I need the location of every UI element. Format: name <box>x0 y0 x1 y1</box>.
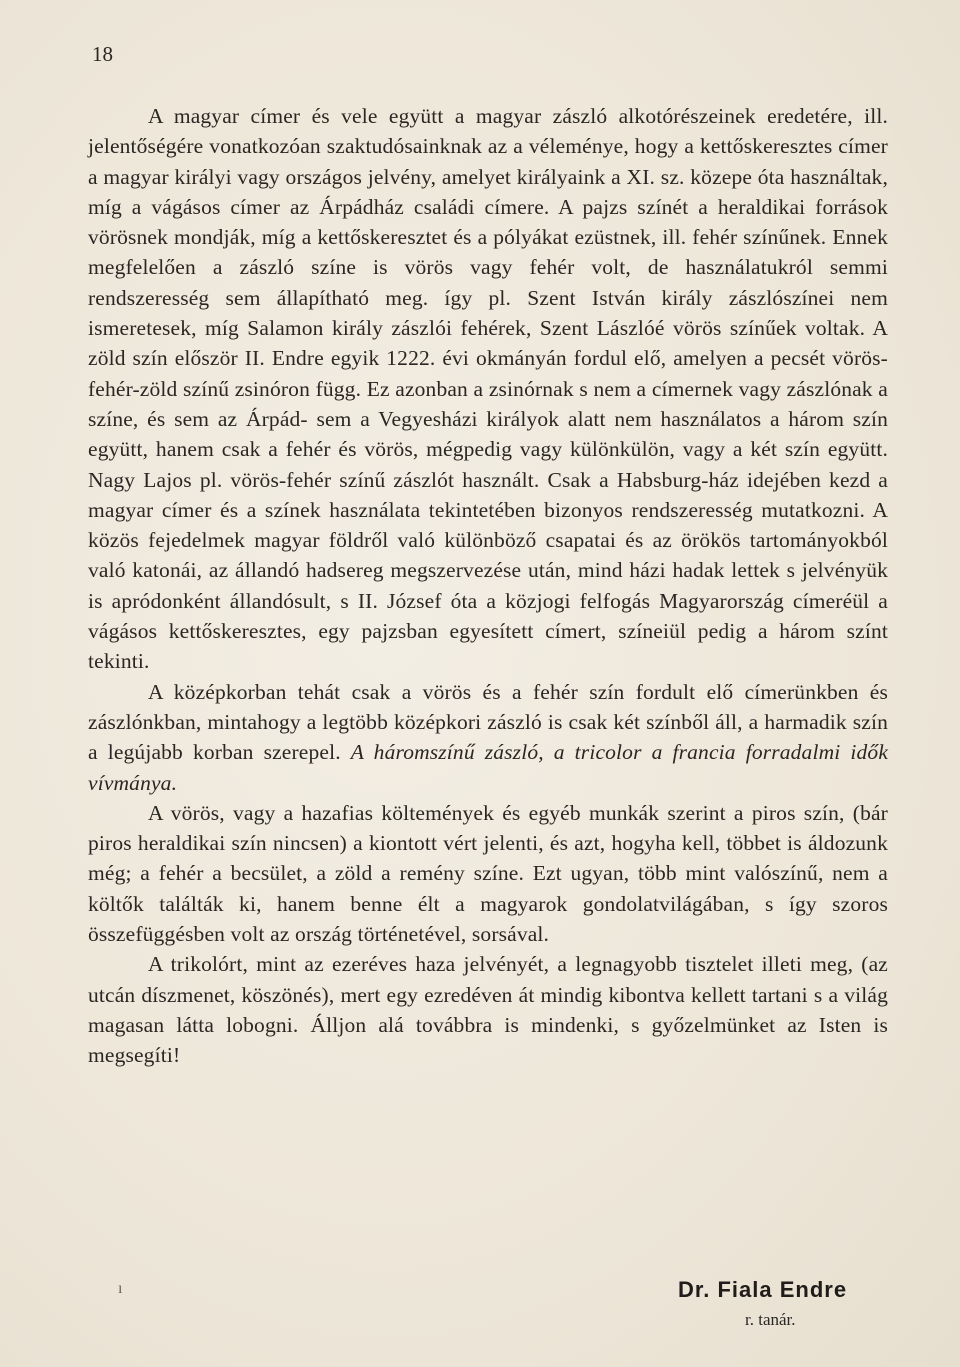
italic-sentence: A háromszínű zászló, a tricolor a francia forradalmi idők vívmánya. <box>88 740 889 795</box>
page-number: 18 <box>92 42 113 66</box>
paragraph: A vörös, vagy a hazafias költemények és egyéb munkák szerint a piros szín, (bár piros heraldikai szín nincsen) a kiontott vért jelenti, és azt, hogyha kell, többet is áldozunk még; a fehér a becsület, a zöld a remény színe. Ezt ugyan, több mint valószínű, nem a költők találták ki, hanem benne élt a magyarok gondolatvilágában, s így szoros összefüggésben volt az ország történetével, sorsával. <box>88 800 888 947</box>
author-title: r. tanár. <box>745 1310 796 1329</box>
paragraph <box>88 677 888 798</box>
paragraph-text: A középkorban tehát csak a vörös és a fehér szín fordult elő címerünkben és zászlónkban, mintahogy a legtöbb középkori zászló is csak két színből áll, a harmadik szín a legújabb korban szerepel. <box>88 679 888 765</box>
pencil-mark: ı <box>118 1280 123 1297</box>
article-body <box>88 101 888 1071</box>
paragraph: A magyar címer és vele együtt a magyar zászló alkotórészeinek eredetére, ill. jelentőségére vonatkozóan szaktudósainknak az a véleménye, hogy a kettőskeresztes címer a magyar királyi vagy országos jelvény, amelyet királyaink a XI. sz. közepe óta használtak, míg a vágásos címer az Árpádház családi címere. A pajzs színét a heraldikai források vörösnek mondják, míg a kettőskeresztet és a pólyákat ezüstnek, ill. fehér színűnek. Ennek megfelelően a zászló színe is vörös vagy fehér volt, de használatukról semmi rendszeresség sem állapítható meg. így pl. Szent István király zászlószínei nem ismeretesek, míg Salamon király zászlói fehérek, Szent Lászlóé vörös színűek voltak. A zöld szín először II. Endre egyik 1222. évi okmányán fordul elő, amelyen a pecsét vörös-fehér-zöld színű zsinóron függ. Ez azonban a zsinórnak s nem a címernek vagy zászlónak a színe, és sem az Árpád- sem a Vegyesházi királyok alatt nem használatos a három szín együtt, hanem csak a fehér és vörös, mégpedig vagy különkülön, vagy a két szín együtt. Nagy Lajos pl. vörös-fehér színű zászlót használt. Csak a Habsburg-ház idejében kezd a magyar címer és a színek használata tekintetében bizonyos rendszeresség mutatkozni. A közös fejedelmek magyar földről való különböző csapatai és az örökös tartományokból való katonái, az állandó hadsereg megszervezése után, mind házi hadak lettek s jelvényük is apródonként állandósult, s II. József óta a közjogi felfogás Magyarország címeréül a vágásos kettőskeresztes, egy pajzsban egyesített címert, színeiül pedig a három színt tekinti. <box>88 104 888 674</box>
paragraph: A trikolórt, mint az ezeréves haza jelvényét, a legnagyobb tisztelet illeti meg, (az utcán díszmenet, köszönés), mert egy ezredéven át mindig kibontva kellett tartani s a világ magasan látta lobogni. Állјon alá továbbra is mindenki, s győzelmünket az Isten is megsegíti! <box>88 952 888 1068</box>
author-signature: Dr. Fiala Endre <box>678 1277 848 1302</box>
